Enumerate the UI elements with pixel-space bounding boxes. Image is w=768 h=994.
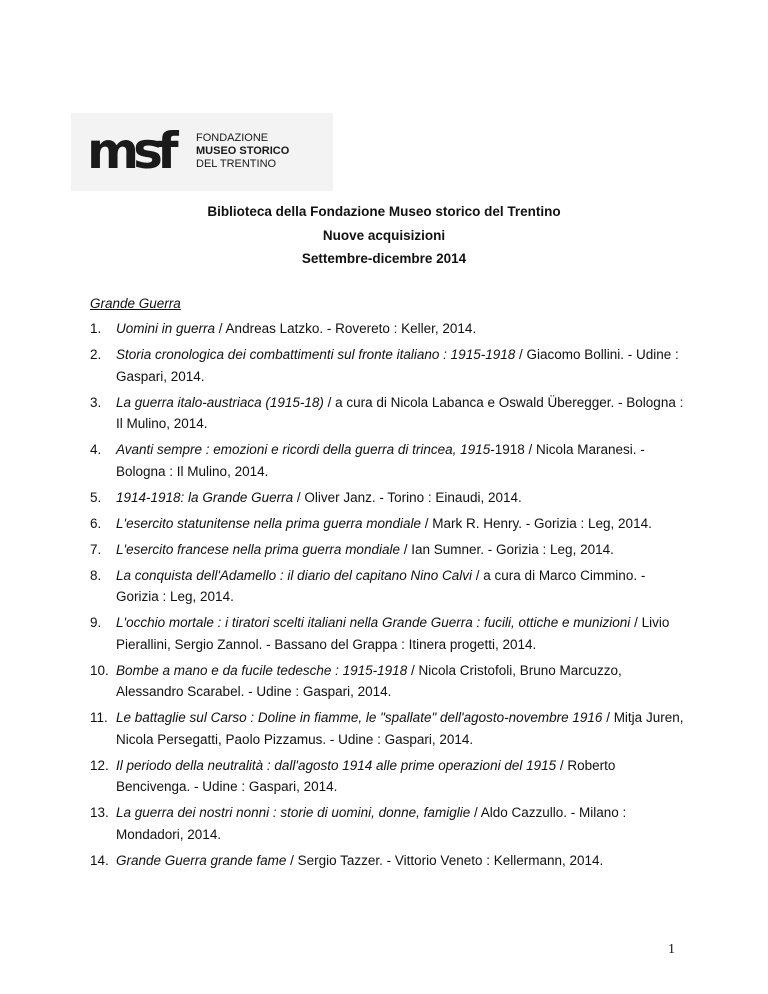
entry-title: La conquista dell'Adamello : il diario del capitano Nino Calvi (116, 567, 473, 583)
entry-number: 1. (90, 321, 102, 336)
entry-text (116, 612, 690, 655)
entry-title: Storia cronologica dei combattimenti sul fronte italiano : 1915-1918 (116, 347, 516, 362)
list-item (90, 392, 690, 435)
entry-number: 3. (90, 394, 102, 410)
entry-title: Grande Guerra grande fame (116, 852, 287, 868)
list-item (90, 513, 690, 535)
list-item (90, 660, 690, 703)
entry-number: 13. (90, 805, 109, 820)
entry-title: Uomini in guerra (116, 321, 216, 336)
entry-title: Il periodo della neutralità : dall'agosto 1914 alle prime operazioni del 1915 (116, 757, 557, 773)
list-item (90, 755, 690, 798)
entry-text (116, 392, 690, 435)
entry-title: L'occhio mortale : i tiratori scelti italiani nella Grande Guerra : fucili, ottiche e munizioni (116, 615, 631, 630)
entry-details: / Giacomo Bollini. - Udine : Gaspari, 2014. (116, 347, 679, 384)
list-item (90, 612, 690, 655)
entry-details: / Andreas Latzko. - Rovereto : Keller, 2014. (215, 321, 477, 336)
entry-text (116, 565, 690, 608)
entry-details: -1918 / Nicola Maranesi. - Bologna : Il Mulino, 2014. (116, 442, 645, 479)
section-heading: Grande Guerra (90, 296, 181, 311)
list-item (90, 539, 690, 561)
entry-title: Avanti sempre : emozioni e ricordi della guerra di trincea, 1915 (116, 442, 491, 457)
entry-title: L'esercito statunitense nella prima guerra mondiale (116, 515, 421, 531)
entry-text (116, 318, 690, 340)
logo-line-2: MUSEO STORICO (196, 145, 290, 157)
entry-text (116, 513, 690, 535)
entry-text (116, 802, 690, 845)
entry-title: Le battaglie sul Carso : Doline in fiamme, le "spallate" dell'agosto-novembre 1916 (116, 710, 603, 725)
entry-details: / Aldo Cazzullo. - Milano : Mondadori, 2014. (116, 805, 627, 842)
entry-text (116, 487, 690, 509)
document-title: Biblioteca della Fondazione Museo storico del Trentino (207, 204, 561, 219)
entry-number: 5. (90, 489, 102, 505)
list-item (90, 802, 690, 845)
entry-number: 11. (90, 710, 108, 725)
document-period: Settembre-dicembre 2014 (301, 251, 467, 266)
logo-mark: msf (87, 122, 173, 180)
entry-details: / Ian Sumner. - Gorizia : Leg, 2014. (399, 541, 614, 557)
entry-text (116, 755, 690, 798)
entry-number: 4. (90, 442, 102, 457)
entry-number: 2. (90, 347, 102, 362)
entry-text (116, 707, 690, 750)
entry-number: 10. (90, 662, 109, 678)
entry-number: 9. (90, 615, 102, 630)
entry-details: / Oliver Janz. - Torino : Einaudi, 2014. (293, 489, 522, 505)
logo-line-1: FONDAZIONE (196, 132, 269, 144)
entry-text (116, 539, 690, 561)
list-item (90, 707, 690, 750)
logo-line-3: DEL TRENTINO (196, 158, 277, 170)
entry-details: / Mitja Juren, Nicola Persegatti, Paolo Pizzamus. - Udine : Gaspari, 2014. (116, 710, 684, 747)
list-item (90, 439, 690, 482)
list-item (90, 318, 690, 340)
entry-details: / Mark R. Henry. - Gorizia : Leg, 2014. (421, 515, 652, 531)
list-item (90, 487, 690, 509)
entry-number: 8. (90, 567, 102, 583)
entry-details: / Sergio Tazzer. - Vittorio Veneto : Kellermann, 2014. (286, 852, 604, 868)
entry-text (116, 660, 690, 703)
list-item (90, 565, 690, 608)
entry-text (116, 344, 690, 387)
entry-number: 12. (90, 757, 109, 773)
entry-details: / Nicola Cristofoli, Bruno Marcuzzo, Alessandro Scarabel. - Udine : Gaspari, 2014. (116, 662, 622, 699)
page-number: 1 (668, 942, 675, 957)
list-item (90, 850, 690, 872)
entry-details: / Livio Pierallini, Sergio Zannol. - Bassano del Grappa : Itinera progetti, 2014. (116, 615, 670, 652)
logo (71, 113, 333, 191)
entry-details: / Roberto Bencivenga. - Udine : Gaspari, 2014. (116, 757, 616, 794)
entry-number: 7. (90, 541, 102, 557)
entry-details: / a cura di Nicola Labanca e Oswald Überegger. - Bologna : Il Mulino, 2014. (116, 394, 684, 431)
logo-text (196, 132, 289, 171)
entry-number: 6. (90, 515, 102, 531)
entry-title: 1914-1918: la Grande Guerra (116, 489, 294, 505)
entry-number: 14. (90, 852, 109, 868)
entry-list (90, 318, 690, 876)
entry-title: L'esercito francese nella prima guerra mondiale (116, 541, 400, 557)
entry-title: La guerra italo-austriaca (1915-18) (116, 394, 324, 410)
entry-title: La guerra dei nostri nonni : storie di uomini, donne, famiglie (116, 805, 471, 820)
entry-details: / a cura di Marco Cimmino. - Gorizia : Leg, 2014. (116, 567, 646, 604)
entry-text (116, 439, 690, 482)
list-item (90, 344, 690, 387)
document-subtitle: Nuove acquisizioni (322, 228, 446, 243)
entry-text (116, 850, 690, 872)
entry-title: Bombe a mano e da fucile tedesche : 1915-1918 (116, 662, 408, 678)
